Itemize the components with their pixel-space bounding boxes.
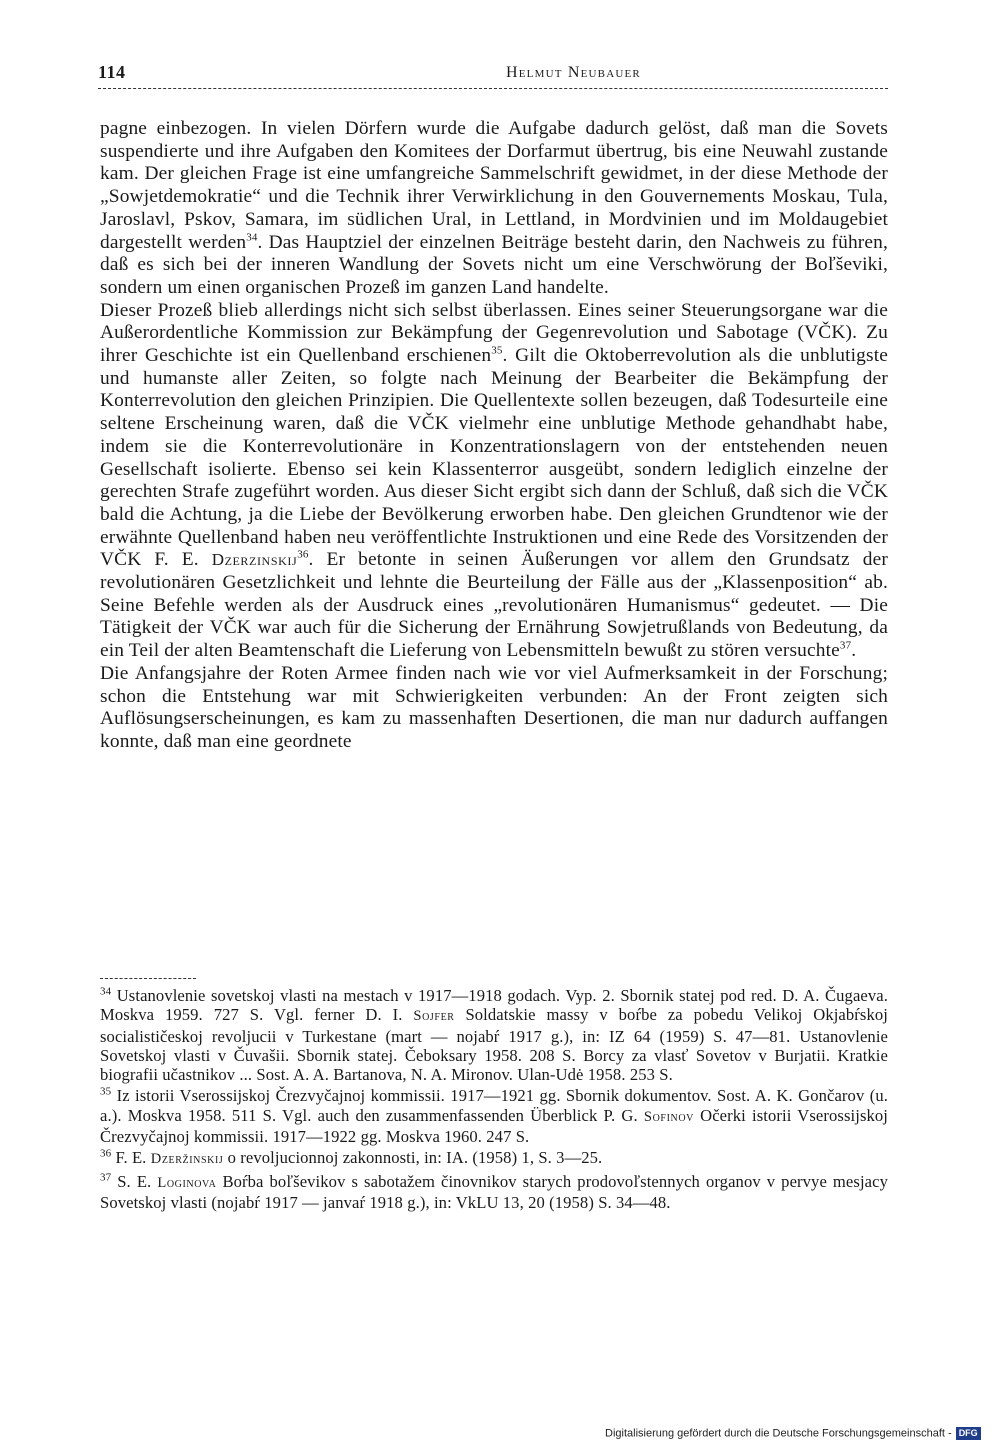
running-head: Helmut Neubauer xyxy=(506,64,641,81)
author-name: Loginova xyxy=(157,1174,217,1191)
footnote-ref-37: 37 xyxy=(839,639,852,652)
footnote-35: $^{35}$ Iz istorii Vserossijskoj Črezvyčajnoj kommissii. 1917—1921 gg. Sbornik dokumentov. Sost. A. K. Gončarov (u. a.). Moskva 1958. 511 S. Vgl. auch den zusammenfassenden Überblick P. G. Sofinov Očerki istorii Vserossijskoj Črezvyčajnoj kommissii. 1917—1922 gg. Moskva 1960. 247 S. xyxy=(100,1085,889,1147)
digitization-credit-text: Digitalisierung gefördert durch die Deutsche Forschungsgemeinschaft - xyxy=(605,1427,952,1440)
main-text xyxy=(100,118,888,754)
paragraph-1: pagne einbezogen. In vielen Dörfern wurde die Aufgabe dadurch gelöst, daß man die Sovets suspendierte und ihre Aufgaben den Komitees der Dorfarmut übertrug, bis eine Neuwahl zustande kam. Der gleichen Frage ist eine umfangreiche Sammelschrift gewidmet, in der diese Methode der „Sowjetdemokratie“ und die Technik ihrer Verwirklichung in den Gouvernements Moskau, Tula, Jaroslavl, Pskov, Samara, im südlichen Ural, in Lettland, in Mordvinien und im Moldaugebiet dargestellt werden$^{34}$. Das Hauptziel der einzelnen Beiträge besteht darin, den Nachweis zu führen, daß es sich bei der inneren Wandlung der Sovets nicht um eine Verschwörung der Boľševiki, sondern um einen organischen Prozeß im ganzen Land handelte. xyxy=(100,118,888,298)
author-name: Sojfer xyxy=(413,1008,455,1025)
page-header xyxy=(98,62,888,89)
footnote-ref-35: 35 xyxy=(491,344,503,357)
paragraph-2: Dieser Prozeß blieb allerdings nicht sich selbst überlassen. Eines seiner Steuerungsorgane war die Außerordentliche Kommission zur Bekämpfung der Gegenrevolution und Sabotage (VČK). Zu ihrer Geschichte ist ein Quellenband erschienen$^{35}$. Gilt die Oktoberrevolution als die unblutigste und humanste aller Zeiten, so folgte nach Meinung der Bearbeiter die Bekämpfung der Konterrevolution den gleichen Prinzipien. Die Quellentexte sollen bezeugen, daß Todesurteile eine seltene Erscheinung waren, daß die VČK vielmehr eine unblutige Methode gehandhabt habe, indem sie die Konterrevolutionäre in Konzentrationslagern von der entstehenden neuen Gesellschaft isolierte. Ebenso sei kein Klassenterror ausgeübt, sondern lediglich einzelne der gerechten Strafe zugeführt worden. Aus dieser Sicht ergibt sich dann der Schluß, daß sich die VČK bald die Achtung, ja die Liebe der Bevölkerung erworben habe. Den gleichen Grundtenor wie der erwähnte Quellenband haben neu veröffentlichte Instruktionen und eine Rede des Vorsitzenden der VČK F. E. Dzerzinskij$^{36}$. Er betonte in seinen Äußerungen vor allem den Grundsatz der revolutionären Gesetzlichkeit und lehnte die Beurteilung der Fälle aus der „Klassenposition“ ab. Seine Befehle werden als der Ausdruck eines „revolutionären Humanismus“ gedeutet. — Die Tätigkeit der VČK war auch für die Sicherung der Ernährung Sowjetrußlands von Bedeutung, da ein Teil der alten Beamtenschaft die Lieferung von Lebensmitteln bewußt zu stören versuchte$^{37}$. xyxy=(100,299,888,662)
footnote-37: $^{37}$ S. E. Loginova Boŕba boľševikov s sabotažem činovnikov starych prodovoľstennych organov v pervye mesjacy Sovetskoj vlasti (nojabŕ 1917 — janvaŕ 1918 g.), in: VkLU 13, 20 (1958) S. 34—48. xyxy=(100,1171,888,1212)
footnotes xyxy=(100,986,888,1214)
footnote-ref-36: 36 xyxy=(297,548,309,561)
author-name: Dzerzinskij xyxy=(211,550,298,570)
dfg-logo-icon: DFG xyxy=(956,1427,981,1440)
page-number: 114 xyxy=(98,62,126,82)
paragraph-3: Die Anfangsjahre der Roten Armee finden nach wie vor viel Aufmerksamkeit in der Forschung; schon die Entstehung war mit Schwierigkeiten verbunden: An der Front zeigten sich Auflösungserscheinungen, es kam zu massenhaften Desertionen, die man nur dadurch auffangen konnte, daß man eine geordnete xyxy=(100,662,888,752)
author-name: Dzeržinskij xyxy=(150,1151,224,1168)
author-name: Sofinov xyxy=(643,1108,694,1125)
footnote-36: $^{36}$ F. E. Dzeržinskij o revoljucionnoj zakonnosti, in: IA. (1958) 1, S. 3—25. xyxy=(100,1147,603,1168)
footnote-ref-34: 34 xyxy=(246,231,258,244)
footnote-34: $^{34}$ Ustanovlenie sovetskoj vlasti na mestach v 1917—1918 godach. Vyp. 2. Sbornik statej pod red. D. A. Čugaeva. Moskva 1959. 727 S. Vgl. ferner D. I. Sojfer Soldatskie massy v boŕbe za pobedu Velikoj Okjabŕskoj socialističeskoj revoljucii v Turkestane (mart — nojabŕ 1917 g.), in: IZ 64 (1959) S. 47—81. Ustanovlenie Sovetskoj vlasti v Čuvašii. Sbornik statej. Čeboksary 1958. 208 S. Borcy za vlasť Sovetov v Burjatii. Kratkie biografii učastnikov ... Sost. A. A. Bartanova, N. A. Mironov. Ulan-Udė 1958. 253 S. xyxy=(100,985,888,1085)
footnote-divider xyxy=(100,978,196,979)
digitization-credit xyxy=(605,1427,981,1443)
